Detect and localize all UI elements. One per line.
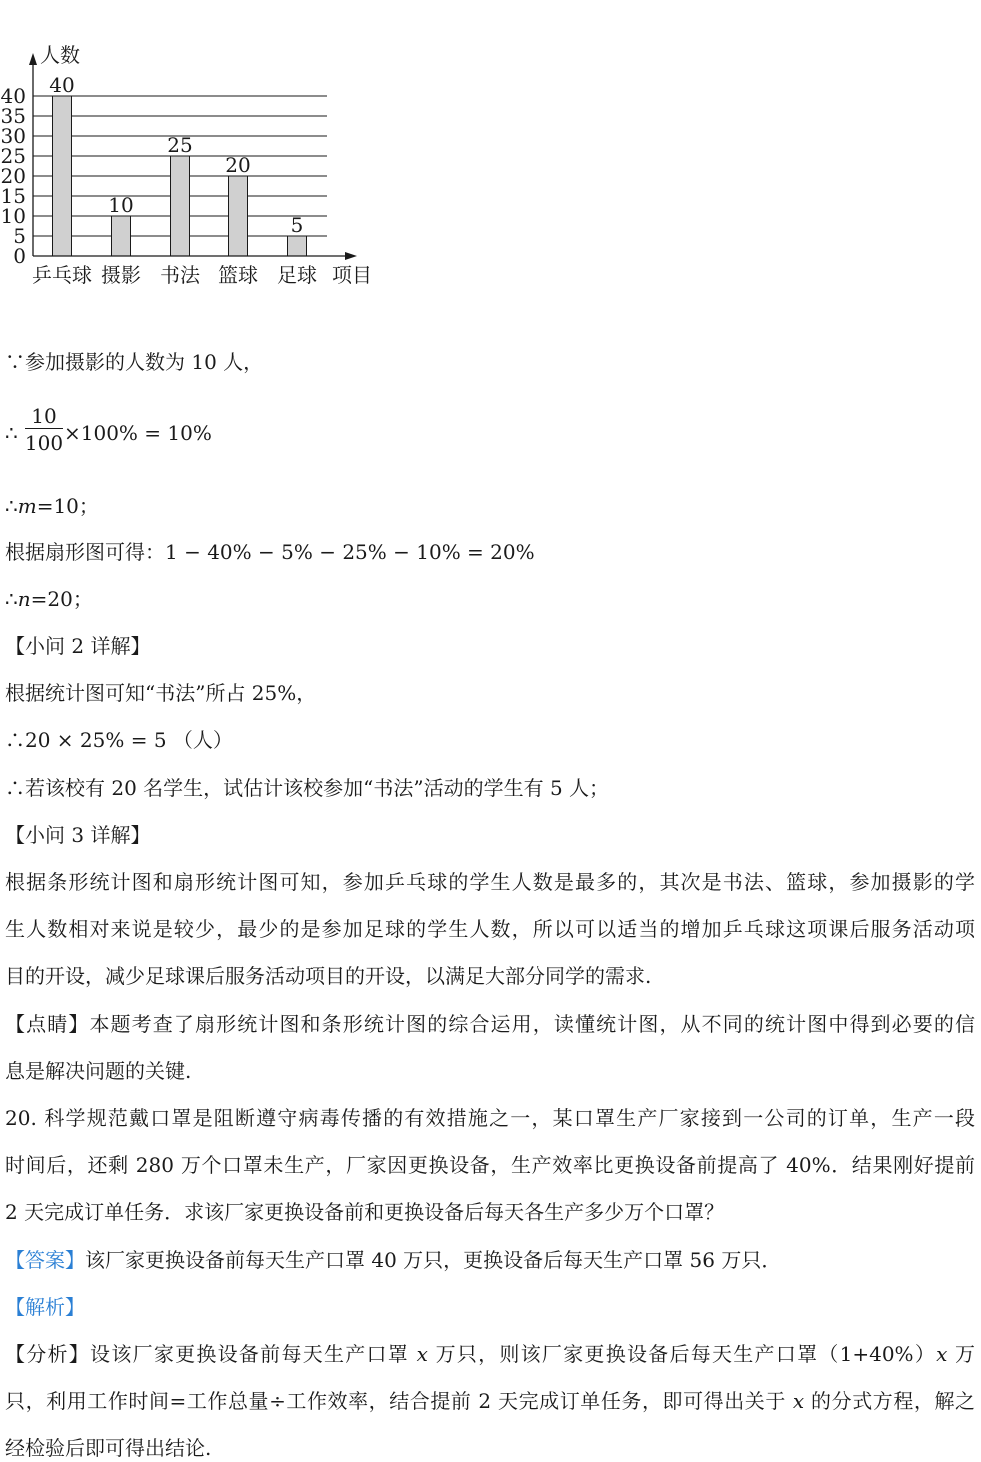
y-tick-label: 5 xyxy=(13,224,26,248)
line-2-prefix: ∴ xyxy=(5,421,18,445)
y-tick-label: 40 xyxy=(0,84,26,108)
therefore: ∴ xyxy=(5,494,18,518)
para-2-line-1: 【点睛】本题考查了扇形统计图和条形统计图的综合运用，读懂统计图，从不同的统计图中得到必要的信 xyxy=(5,1012,975,1036)
section-heading-2: 【小问 2 详解】 xyxy=(5,634,151,658)
m-value: =10； xyxy=(36,494,99,518)
category-label: 乒乓球 xyxy=(32,263,92,287)
bar-摄影 xyxy=(112,216,131,256)
analysis-line-1 xyxy=(5,1342,975,1366)
y-tick-labels xyxy=(1,84,26,268)
answer-tag: 【答案】 xyxy=(5,1248,85,1272)
analysis-line-3: 经检验后即可得出结论. xyxy=(5,1436,212,1460)
bar-篮球 xyxy=(229,176,248,256)
n-value: =20； xyxy=(30,587,93,611)
category-label: 足球 xyxy=(277,263,317,287)
bar-乒乓球 xyxy=(53,96,72,256)
var-x: x xyxy=(936,1342,948,1366)
answer-text: 该厂家更换设备前每天生产口罩 40 万只，更换设备后每天生产口罩 56 万只． xyxy=(85,1248,782,1272)
x-axis-label: 项目 xyxy=(332,263,372,287)
line-8: ∴20 × 25% = 5 （人） xyxy=(5,728,233,752)
y-tick-label: 25 xyxy=(0,144,26,168)
value-label: 10 xyxy=(108,193,134,217)
value-label: 20 xyxy=(225,153,251,177)
y-tick-label: 30 xyxy=(0,124,26,148)
value-label: 40 xyxy=(49,73,75,97)
var-x: x xyxy=(416,1342,428,1366)
line-9: ∴若该校有 20 名学生，试估计该校参加“书法”活动的学生有 5 人； xyxy=(5,776,610,800)
bar-chart xyxy=(0,35,400,300)
line-3 xyxy=(5,494,99,518)
question-line-2: 时间后，还剩 280 万个口罩未生产，厂家因更换设备，生产效率比更换设备前提高了 40%．结果刚好提前 xyxy=(5,1153,975,1177)
fraction-denominator: 100 xyxy=(24,431,64,455)
analysis-text-d: 只，利用工作时间=工作总量÷工作效率，结合提前 2 天完成订单任务，即可得出关于 xyxy=(5,1389,793,1413)
para-1-line-2: 生人数相对来说是较少，最少的是参加足球的学生人数，所以可以适当的增加乒乓球这项课后服务活动项 xyxy=(5,917,975,941)
para-1-line-3: 目的开设，减少足球课后服务活动项目的开设，以满足大部分同学的需求. xyxy=(5,964,652,988)
category-labels xyxy=(32,263,317,287)
para-1-line-1: 根据条形统计图和扇形统计图可知，参加乒乓球的学生人数是最多的，其次是书法、篮球，参加摄影的学 xyxy=(5,870,975,894)
y-tick-label: 10 xyxy=(0,204,26,228)
para-2-line-2: 息是解决问题的关键. xyxy=(5,1059,192,1083)
analysis-text-c: 万 xyxy=(947,1342,975,1366)
line-2-rest: ×100% = 10% xyxy=(64,421,212,445)
x-axis-arrow xyxy=(345,252,357,260)
analysis-text-e: 的分式方程，解之 xyxy=(804,1389,976,1413)
var-n: n xyxy=(17,587,31,611)
y-tick-label: 35 xyxy=(0,104,26,128)
category-label: 摄影 xyxy=(101,263,141,287)
var-m: m xyxy=(17,494,37,518)
category-label: 书法 xyxy=(160,263,200,287)
bar-足球 xyxy=(288,236,307,256)
analysis-text-a: 【分析】设该厂家更换设备前每天生产口罩 xyxy=(5,1342,417,1366)
answer-line xyxy=(5,1248,781,1272)
therefore: ∴ xyxy=(5,587,18,611)
fraction xyxy=(24,404,64,455)
y-tick-label: 0 xyxy=(13,244,26,268)
y-tick-label: 15 xyxy=(0,184,26,208)
line-7: 根据统计图可知“书法”所占 25%， xyxy=(5,681,317,705)
value-label: 25 xyxy=(167,133,193,157)
line-1: ∵参加摄影的人数为 10 人， xyxy=(5,350,264,374)
category-label: 篮球 xyxy=(218,263,258,287)
line-4: 根据扇形图可得：1 − 40% − 5% − 25% − 10% = 20% xyxy=(5,540,535,564)
bar-书法 xyxy=(171,156,190,256)
analysis-line-2 xyxy=(5,1389,975,1413)
line-5 xyxy=(5,587,93,611)
question-line-3: 2 天完成订单任务．求该厂家更换设备前和更换设备后每天各生产多少万个口罩？ xyxy=(5,1200,725,1224)
y-axis-label: 人数 xyxy=(40,43,80,67)
y-axis-arrow xyxy=(29,53,37,65)
var-x: x xyxy=(792,1389,805,1413)
y-tick-label: 20 xyxy=(0,164,26,188)
section-heading-3: 【小问 3 详解】 xyxy=(5,823,151,847)
analysis-text-b: 万只，则该厂家更换设备后每天生产口罩（1+40%） xyxy=(427,1342,937,1366)
analysis-tag: 【解析】 xyxy=(5,1295,85,1319)
value-label: 5 xyxy=(290,213,304,237)
question-line-1: 20. 科学规范戴口罩是阻断遵守病毒传播的有效措施之一，某口罩生产厂家接到一公司的订单，生产一段 xyxy=(5,1106,975,1130)
fraction-numerator: 10 xyxy=(31,404,57,428)
